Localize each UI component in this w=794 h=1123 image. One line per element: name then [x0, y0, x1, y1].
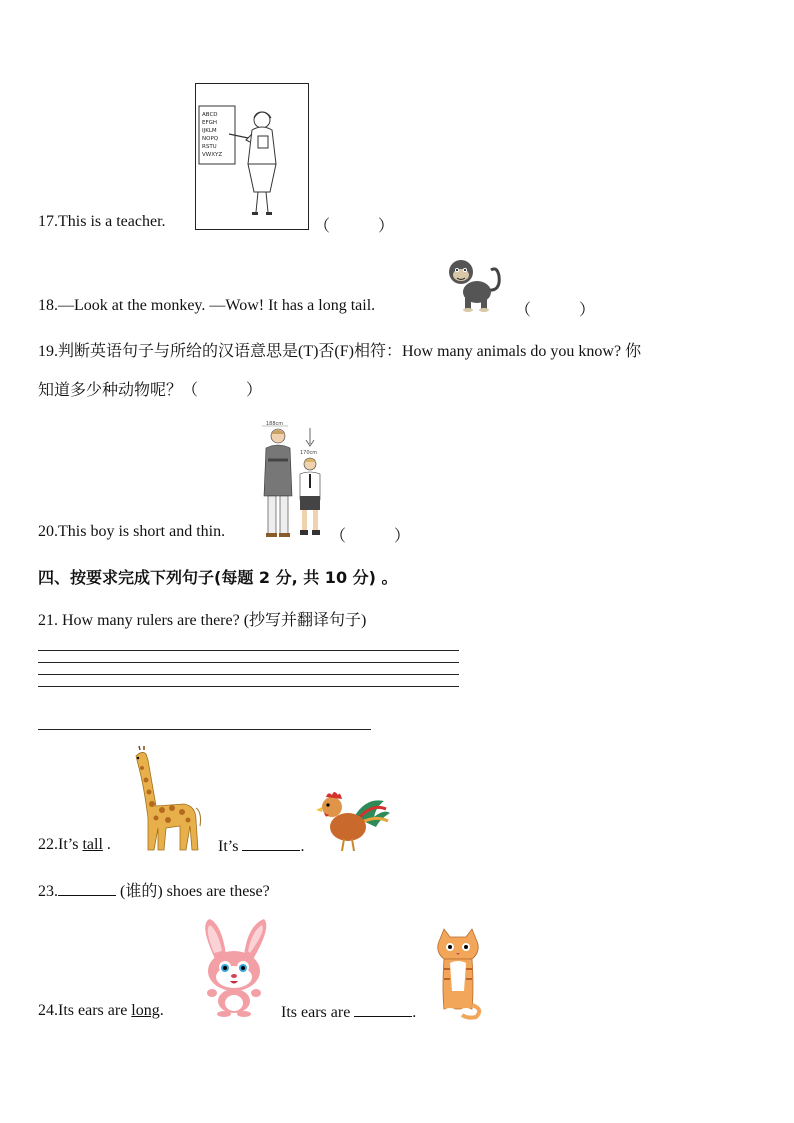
q19-number: 19. [38, 343, 58, 360]
q19-line1: 判断英语句子与所给的汉语意思是(T)否(F)相符：How many animals do you know? 你 [58, 343, 642, 360]
q22-pre: It’s [58, 836, 83, 853]
writing-line-2[interactable] [38, 662, 459, 663]
height-label-short: 170cm [300, 450, 318, 456]
q20-answer-paren[interactable]: （ ） [330, 528, 411, 545]
q17-number: 17. [38, 213, 58, 230]
question-19 [38, 338, 641, 361]
question-23 [38, 878, 270, 901]
q22-number: 22. [38, 836, 58, 853]
q24-second-pre: Its ears are [281, 1004, 355, 1021]
q20-number: 20. [38, 523, 58, 540]
q24-post: . [159, 1002, 164, 1019]
teacher-illustration [196, 84, 308, 229]
rooster-picture [314, 787, 390, 853]
translation-line[interactable] [38, 729, 371, 730]
q21-text: How many rulers are there? (抄写并翻译句子) [58, 612, 367, 629]
rabbit-picture [192, 917, 276, 1017]
chart-letters-6: VWXYZ [202, 152, 223, 158]
q22-answer [218, 836, 304, 856]
q23-answer-blank[interactable] [58, 881, 116, 896]
man-and-boy-picture [254, 416, 334, 541]
chart-letters-2: EFGH [202, 120, 218, 126]
writing-line-4[interactable] [38, 686, 459, 687]
q22-answer-blank[interactable] [242, 836, 300, 851]
chart-letters-1: ABCD [202, 112, 218, 118]
section-4-heading: 四、按要求完成下列句子(每题 2 分, 共 10 分) 。 [38, 568, 398, 587]
q18-text: —Look at the monkey. —Wow! It has a long tail. [58, 297, 376, 314]
q22-second-post: . [300, 838, 305, 855]
question-24 [38, 1002, 164, 1020]
q24-number: 24. [38, 1002, 58, 1019]
q20-text: This boy is short and thin. [58, 523, 226, 540]
q19-line2: 知道多少种动物呢？（ ） [38, 382, 263, 399]
monkey-picture [443, 252, 505, 314]
question-17 [38, 213, 166, 231]
q17-answer-paren[interactable]: （ ） [314, 218, 395, 235]
question-20 [38, 523, 225, 541]
q23-text: (谁的) shoes are these? [116, 883, 270, 900]
q22-post: . [102, 836, 111, 853]
q24-pre: Its ears are [58, 1002, 132, 1019]
q21-number: 21. [38, 612, 58, 629]
q23-number: 23. [38, 883, 58, 900]
writing-line-3[interactable] [38, 674, 459, 675]
writing-line-1[interactable] [38, 650, 459, 651]
question-21 [38, 607, 366, 630]
cat-picture [432, 929, 484, 1019]
q22-second-pre: It’s [218, 838, 243, 855]
q18-number: 18. [38, 297, 58, 314]
height-label-tall: 188cm [266, 421, 284, 427]
teacher-picture [195, 83, 309, 230]
question-22 [38, 836, 111, 854]
q22-word: tall [82, 836, 103, 853]
q17-text: This is a teacher. [58, 213, 166, 230]
chart-letters-5: RSTU [202, 144, 217, 150]
chart-letters-3: IJKLM [202, 128, 217, 134]
giraffe-picture [126, 746, 206, 854]
q24-answer-blank[interactable] [354, 1002, 412, 1017]
q24-answer [281, 1002, 416, 1022]
q18-answer-paren[interactable]: （ ） [515, 302, 596, 319]
question-18 [38, 297, 375, 315]
q24-second-post: . [412, 1004, 417, 1021]
q24-word: long [131, 1002, 160, 1019]
chart-letters-4: NOPQ [202, 136, 219, 142]
